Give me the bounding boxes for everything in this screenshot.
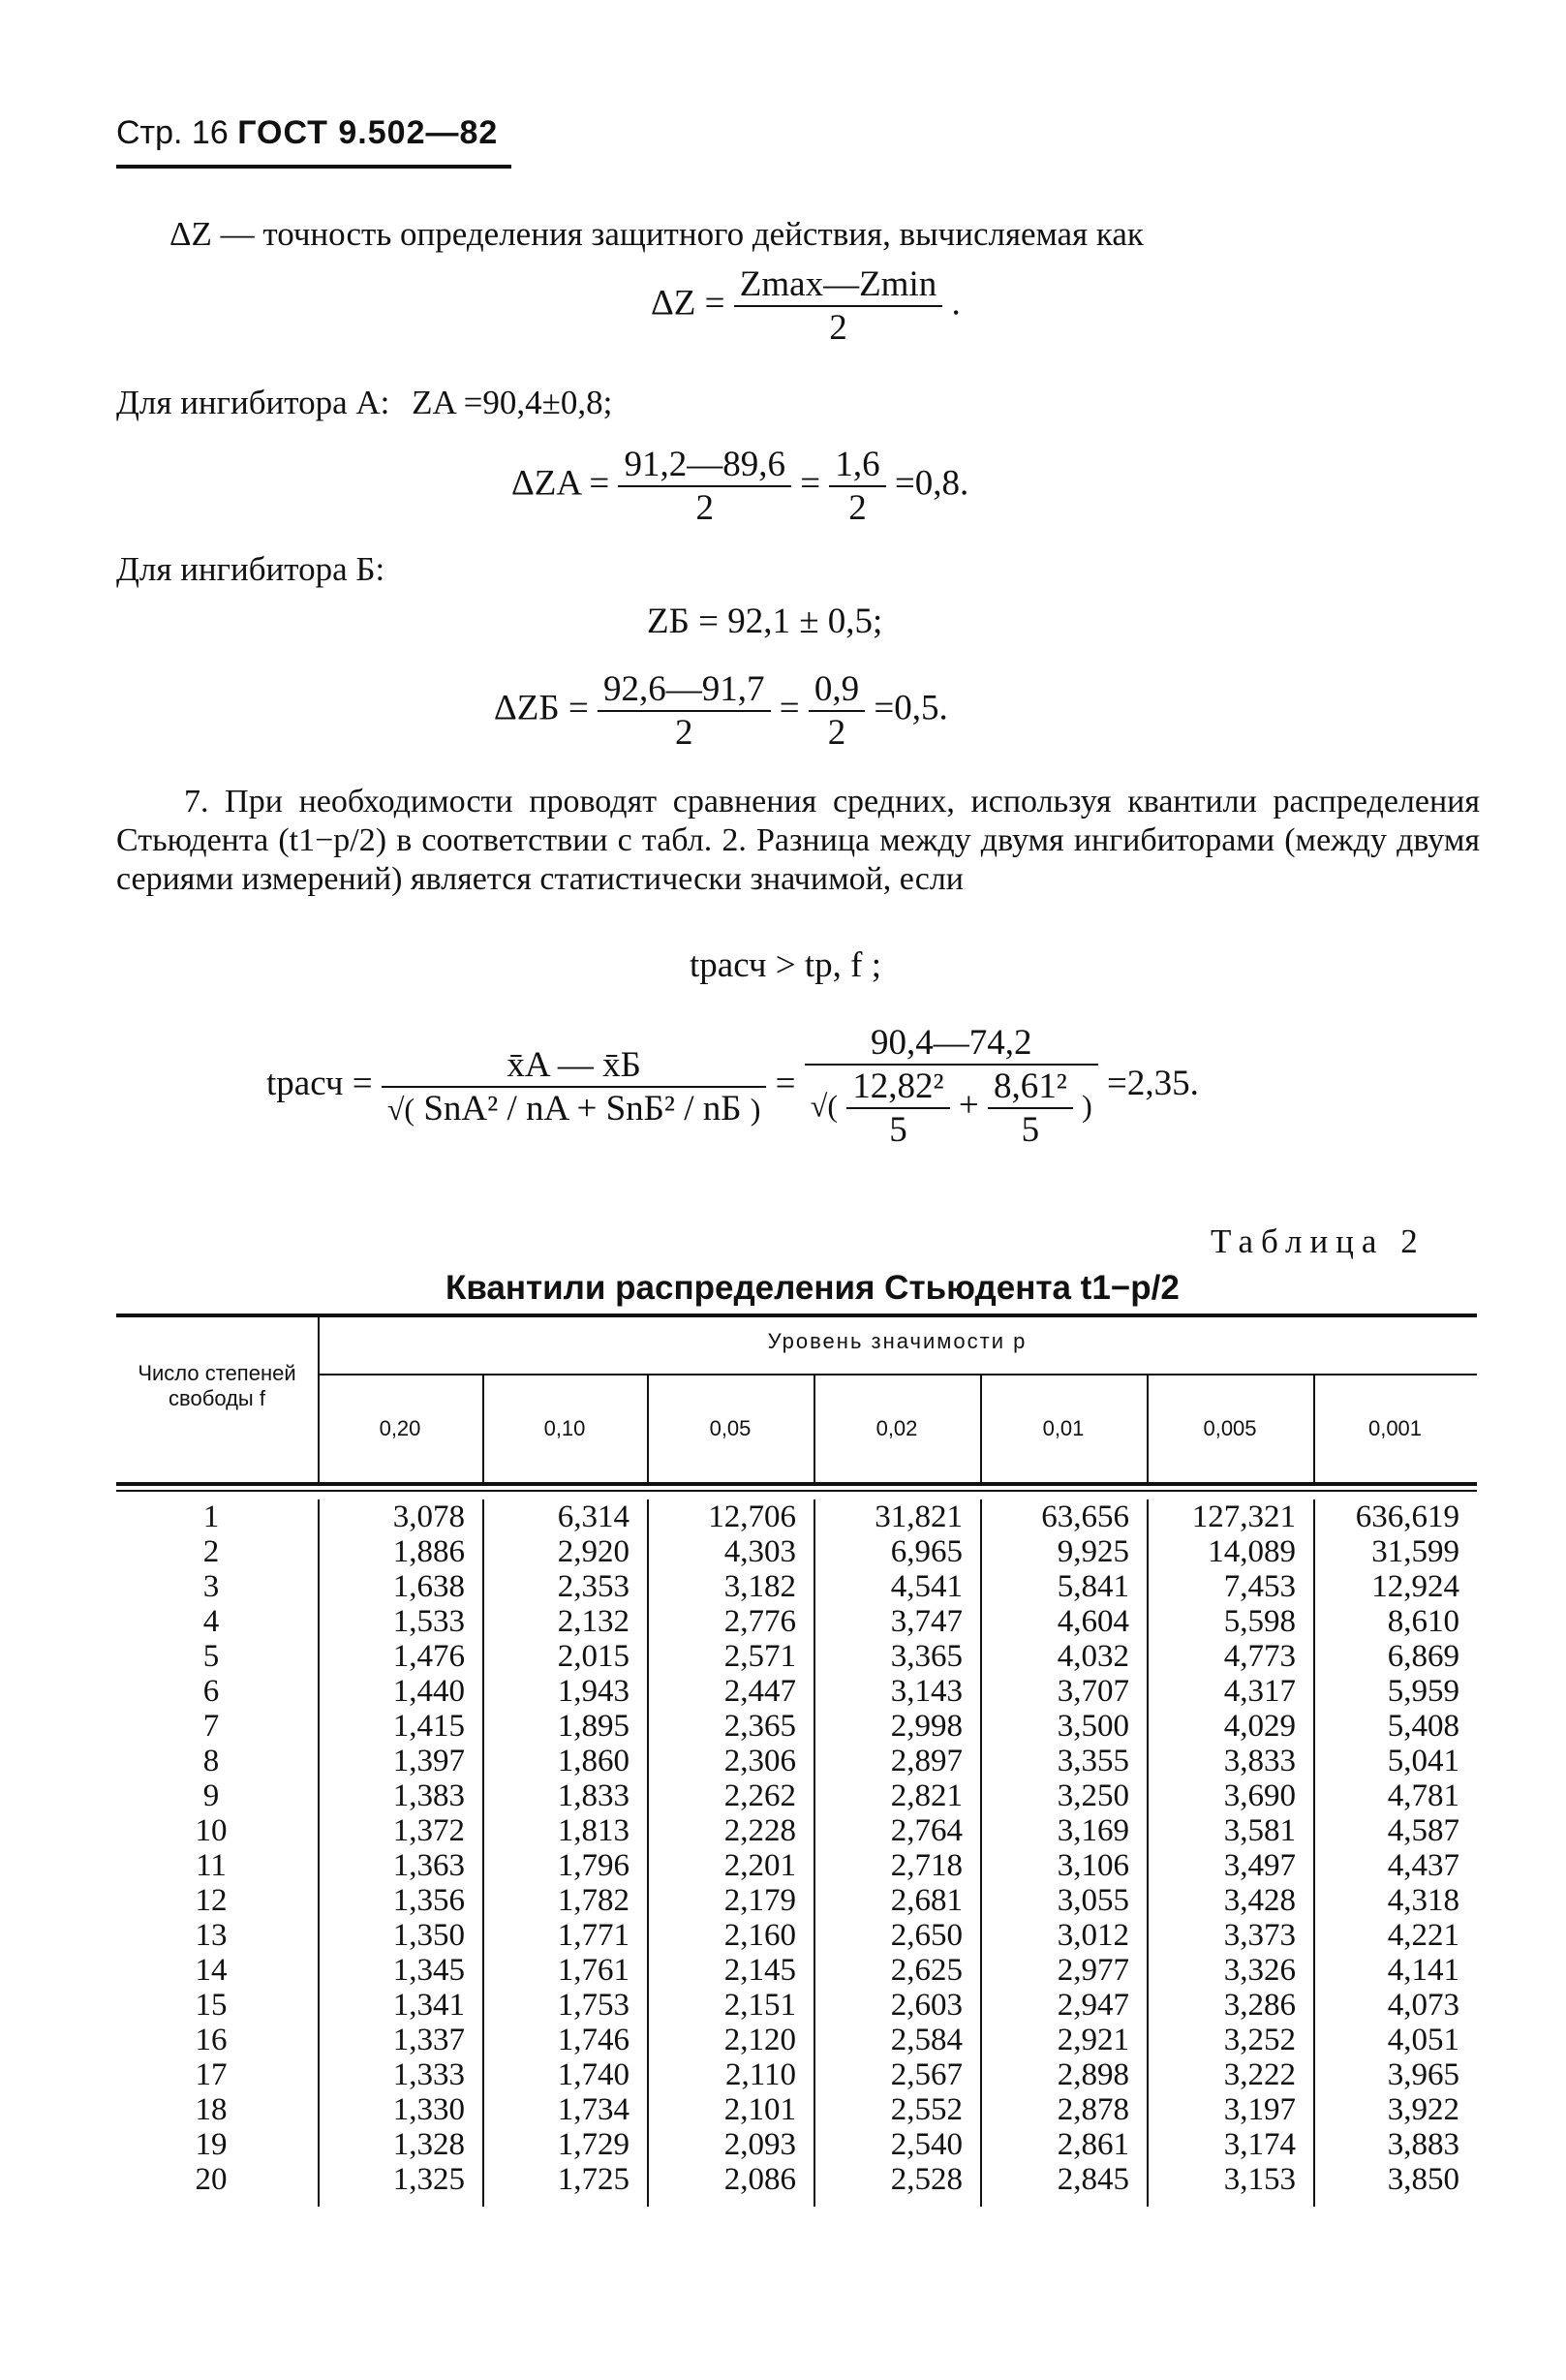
column-header-level: 0,005	[1203, 1416, 1257, 1440]
table-row-f: 12	[195, 1883, 228, 1918]
table-cell: 2,528	[890, 2162, 963, 2197]
table-cell: 1,415	[392, 1709, 465, 1744]
table-cell: 3,355	[1057, 1744, 1129, 1778]
table-cell: 3,078	[392, 1499, 465, 1534]
inhibitor-b-den-2: 2	[809, 710, 865, 754]
column-header-level: 0,02	[875, 1416, 918, 1440]
table-cell: 3,106	[1057, 1848, 1129, 1883]
t-formula-plus-2: +	[958, 1085, 979, 1126]
table-cell: 127,321	[1191, 1499, 1296, 1534]
t-condition: tрасч > tp, f ;	[690, 945, 881, 985]
table-cell: 2,540	[890, 2127, 963, 2162]
table-cell: 4,541	[890, 1569, 963, 1604]
table-cell: 4,781	[1387, 1778, 1459, 1813]
table-cell: 3,055	[1057, 1883, 1129, 1918]
inhibitor-a-num-2: 1,6	[835, 445, 880, 484]
table-cell: 3,182	[723, 1569, 796, 1604]
table-cell: 2,920	[557, 1534, 629, 1569]
t-formula-den2-b-den: 5	[988, 1107, 1073, 1151]
column-group-header: Уровень значимости p	[767, 1329, 1028, 1353]
t-formula-den2-a-den: 5	[846, 1107, 949, 1151]
table-cell: 6,869	[1387, 1639, 1459, 1674]
table-cell: 2,947	[1057, 1988, 1129, 2023]
table-cell: 636,619	[1355, 1499, 1459, 1534]
inhibitor-a-label: Для ингибитора А:	[116, 384, 390, 421]
table-row-f: 3	[202, 1569, 220, 1604]
inhibitor-a-num-1: 91,2—89,6	[624, 445, 785, 484]
table-cell: 2,681	[890, 1883, 963, 1918]
t-formula-den2-b-num: 8,61²	[993, 1066, 1067, 1106]
table-cell: 2,101	[723, 2092, 796, 2127]
table-cell: 1,746	[557, 2023, 629, 2057]
table-cell: 3,833	[1223, 1744, 1296, 1778]
table-cell: 2,776	[723, 1604, 796, 1639]
table-cell: 2,015	[557, 1639, 629, 1674]
table-cell: 2,650	[890, 1918, 963, 1953]
table-row-f: 17	[195, 2057, 228, 2092]
table-cell: 1,330	[392, 2092, 465, 2127]
table-cell: 31,821	[875, 1499, 963, 1534]
t-formula-fraction-2	[805, 1022, 1098, 1151]
table-row-f: 13	[195, 1918, 228, 1953]
inhibitor-b-fraction-1	[598, 668, 771, 754]
table-cell: 2,353	[557, 1569, 629, 1604]
page-header	[116, 114, 498, 152]
table-row-f: 20	[195, 2162, 228, 2197]
table-cell: 3,965	[1387, 2057, 1459, 2092]
table-row-f: 2	[202, 1534, 220, 1569]
inhibitor-a-fraction-1	[618, 444, 791, 529]
table-header-bottom-rule-2	[116, 1490, 1477, 1492]
table-cell: 4,317	[1223, 1674, 1296, 1709]
column-header-level: 0,01	[1042, 1416, 1085, 1440]
table-cell: 4,032	[1057, 1639, 1129, 1674]
table-cell: 3,169	[1057, 1813, 1129, 1848]
t-formula-lhs: tрасч =	[266, 1063, 373, 1103]
inhibitor-b-label: Для ингибитора Б:	[116, 550, 385, 588]
table-cell: 3,497	[1223, 1848, 1296, 1883]
table-cell: 3,922	[1387, 2092, 1459, 2127]
page-number: Стр. 16	[116, 114, 229, 151]
table-cell: 2,878	[1057, 2092, 1129, 2127]
table-top-rule	[116, 1314, 1477, 1317]
table-cell: 3,326	[1223, 1953, 1296, 1988]
table-cell: 1,796	[557, 1848, 629, 1883]
table-cell: 1,350	[392, 1918, 465, 1953]
table-cell: 6,314	[557, 1499, 629, 1534]
table-cell: 8,610	[1387, 1604, 1459, 1639]
table-cell: 1,345	[392, 1953, 465, 1988]
t-formula-den-b: SnБ² / nБ	[605, 1088, 742, 1128]
inhibitor-a-eq: =	[800, 463, 821, 504]
table-cell: 2,718	[890, 1848, 963, 1883]
table-cell: 1,771	[557, 1918, 629, 1953]
table-cell: 5,959	[1387, 1674, 1459, 1709]
table-cell: 3,690	[1223, 1778, 1296, 1813]
column-header-level: 0,05	[709, 1416, 752, 1440]
table-header-mid-rule	[318, 1374, 1477, 1375]
table-cell: 2,262	[723, 1778, 796, 1813]
table-cell: 1,813	[557, 1813, 629, 1848]
inhibitor-a-fraction-2	[829, 444, 885, 529]
table-cell: 3,365	[890, 1639, 963, 1674]
table-cell: 2,821	[890, 1778, 963, 1813]
table-cell: 6,965	[890, 1534, 963, 1569]
table-cell: 2,571	[723, 1639, 796, 1674]
table-cell: 2,120	[723, 2023, 796, 2057]
delta-z-denominator: 2	[734, 305, 942, 349]
t-formula-den2-a-num: 12,82²	[852, 1066, 944, 1106]
table-cell: 3,197	[1223, 2092, 1296, 2127]
table-cell: 3,153	[1223, 2162, 1296, 2197]
table-cell: 1,356	[392, 1883, 465, 1918]
table-cell: 2,179	[723, 1883, 796, 1918]
table-cell: 1,333	[392, 2057, 465, 2092]
table-cell: 2,552	[890, 2092, 963, 2127]
table-cell: 3,286	[1223, 1988, 1296, 2023]
table-cell: 3,428	[1223, 1883, 1296, 1918]
table-cell: 3,500	[1057, 1709, 1129, 1744]
table-cell: 2,625	[890, 1953, 963, 1988]
table-cell: 2,567	[890, 2057, 963, 2092]
table-row-f: 15	[195, 1988, 228, 2023]
table-cell: 12,924	[1371, 1569, 1459, 1604]
table-cell: 1,725	[557, 2162, 629, 2197]
t-formula-plus: +	[576, 1088, 598, 1128]
table-cell: 5,598	[1223, 1604, 1296, 1639]
table-cell: 3,850	[1387, 2162, 1459, 2197]
inhibitor-a-line	[116, 384, 612, 422]
table-cell: 1,895	[557, 1709, 629, 1744]
table-row-f: 5	[202, 1639, 220, 1674]
t-formula-numerator-2: 90,4—74,2	[871, 1023, 1032, 1063]
table-cell: 2,145	[723, 1953, 796, 1988]
table-cell: 2,110	[724, 2057, 796, 2092]
table-cell: 3,174	[1223, 2127, 1296, 2162]
table-cell: 1,729	[557, 2127, 629, 2162]
delta-z-fraction	[734, 263, 942, 349]
t-formula-numerator: x̄A — x̄Б	[507, 1044, 641, 1085]
delta-z-end: .	[951, 283, 961, 324]
table-cell: 3,747	[890, 1604, 963, 1639]
column-header-level: 0,10	[543, 1416, 586, 1440]
table-cell: 2,603	[890, 1988, 963, 2023]
table-cell: 2,132	[557, 1604, 629, 1639]
t-formula-den2-b	[988, 1066, 1073, 1151]
table-cell: 2,228	[723, 1813, 796, 1848]
inhibitor-b-eq: =	[779, 688, 800, 728]
inhibitor-a-delta-lhs: ΔZA =	[511, 463, 610, 504]
inhibitor-a-den-1: 2	[618, 485, 791, 529]
inhibitor-b-result: =0,5.	[874, 688, 948, 728]
table-cell: 4,303	[723, 1534, 796, 1569]
table-cell: 2,365	[723, 1709, 796, 1744]
table-cell: 2,977	[1057, 1953, 1129, 1988]
inhibitor-b-den-1: 2	[598, 710, 771, 754]
delta-z-lhs: ΔZ =	[651, 283, 725, 324]
table-row-f: 9	[202, 1778, 220, 1813]
column-header-level: 0,001	[1367, 1416, 1423, 1440]
inhibitor-b-value: ZБ = 92,1 ± 0,5;	[647, 602, 883, 641]
table-cell: 3,012	[1057, 1918, 1129, 1953]
table-cell: 1,886	[392, 1534, 465, 1569]
table-cell: 1,397	[392, 1744, 465, 1778]
table-row-f: 7	[202, 1709, 220, 1744]
t-formula	[266, 1022, 1199, 1151]
t-formula-denominator: √( SnA² / nA + SnБ² / nБ )	[382, 1086, 767, 1129]
table-cell: 7,453	[1223, 1569, 1296, 1604]
table-cell: 2,998	[890, 1709, 963, 1744]
paragraph-7: 7. При необходимости проводят сравнения средних, используя квантили распределения Стьюдента (t1−p/2) в соответствии с табл. 2. Разница между двумя ингибиторами (между двумя сериями измерений) является статистически значимой, если	[116, 784, 1480, 897]
table-cell: 1,761	[557, 1953, 629, 1988]
table-cell: 14,089	[1208, 1534, 1296, 1569]
table-cell: 2,898	[1057, 2057, 1129, 2092]
table-cell: 9,925	[1057, 1534, 1129, 1569]
table-cell: 1,383	[392, 1778, 465, 1813]
table-cell: 2,764	[890, 1813, 963, 1848]
table-cell: 3,883	[1387, 2127, 1459, 2162]
table-cell: 1,533	[392, 1604, 465, 1639]
t-formula-den2-a	[846, 1066, 949, 1151]
table-cell: 3,250	[1057, 1778, 1129, 1813]
table-cell: 2,306	[723, 1744, 796, 1778]
table-cell: 4,029	[1223, 1709, 1296, 1744]
t-formula-eq: =	[775, 1063, 796, 1103]
table-cell: 4,604	[1057, 1604, 1129, 1639]
table-cell: 63,656	[1041, 1499, 1129, 1534]
table-cell: 1,440	[392, 1674, 465, 1709]
table-cell: 1,833	[557, 1778, 629, 1813]
inhibitor-b-fraction-2	[809, 668, 865, 754]
inhibitor-b-delta-lhs: ΔZБ =	[494, 688, 589, 728]
table-cell: 1,337	[392, 2023, 465, 2057]
table-cell: 3,143	[890, 1674, 963, 1709]
table-cell: 2,845	[1057, 2162, 1129, 2197]
table-cell: 5,841	[1057, 1569, 1129, 1604]
table-cell: 2,897	[890, 1744, 963, 1778]
table-cell: 4,318	[1387, 1883, 1459, 1918]
table-cell: 3,707	[1057, 1674, 1129, 1709]
table-cell: 4,587	[1387, 1813, 1459, 1848]
table-title: Квантили распределения Стьюдента t1−p/2	[445, 1269, 1180, 1307]
table-cell: 1,943	[557, 1674, 629, 1709]
table-row-f: 11	[196, 1848, 227, 1883]
t-formula-result: =2,35.	[1106, 1063, 1199, 1103]
standard-code: ГОСТ 9.502—82	[237, 114, 499, 151]
table-row-f: 19	[195, 2127, 228, 2162]
column-header-level: 0,20	[379, 1416, 421, 1440]
table-row-f: 16	[195, 2023, 228, 2057]
inhibitor-b-num-1: 92,6—91,7	[603, 669, 765, 709]
inhibitor-a-den-2: 2	[829, 485, 885, 529]
table-cell: 2,447	[723, 1674, 796, 1709]
inhibitor-b-num-2: 0,9	[814, 669, 860, 709]
table-cell: 1,638	[392, 1569, 465, 1604]
delta-z-numerator: Zmax—Zmin	[739, 264, 937, 304]
table-cell: 2,921	[1057, 2023, 1129, 2057]
t-formula-denominator-2: √( $\frac{\text{12,82²}}{5}$ + $\frac{\text{8,61²}}{5}$ )	[805, 1064, 1098, 1151]
column-header-f: Число степеней свободы f	[138, 1361, 296, 1410]
table-cell: 1,860	[557, 1744, 629, 1778]
table-cell: 12,706	[708, 1499, 796, 1534]
table-row-f: 4	[202, 1604, 220, 1639]
table-cell: 2,201	[723, 1848, 796, 1883]
table-cell: 4,073	[1387, 1988, 1459, 2023]
table-row-f: 8	[202, 1744, 220, 1778]
table-cell: 1,782	[557, 1883, 629, 1918]
table-row-f: 1	[202, 1499, 220, 1534]
table-cell: 2,086	[723, 2162, 796, 2197]
definition-text: ΔZ — точность определения защитного действия, вычисляемая как	[169, 215, 1144, 253]
table-cell: 4,141	[1387, 1953, 1459, 1988]
table-row-f: 6	[202, 1674, 220, 1709]
t-formula-fraction-1	[382, 1044, 767, 1129]
table-cell: 2,584	[890, 2023, 963, 2057]
table-cell: 1,740	[557, 2057, 629, 2092]
table-cell: 5,041	[1387, 1744, 1459, 1778]
table-cell: 4,051	[1387, 2023, 1459, 2057]
table-cell: 1,476	[392, 1639, 465, 1674]
table-cell: 1,325	[392, 2162, 465, 2197]
table-row-f: 14	[195, 1953, 228, 1988]
table-cell: 3,373	[1223, 1918, 1296, 1953]
table-label: Таблица 2	[1211, 1222, 1426, 1260]
table-cell: 3,252	[1223, 2023, 1296, 2057]
table-cell: 2,861	[1057, 2127, 1129, 2162]
table-cell: 3,222	[1223, 2057, 1296, 2092]
inhibitor-a-delta-formula	[511, 444, 968, 529]
table-cell: 2,093	[723, 2127, 796, 2162]
table-cell: 1,372	[392, 1813, 465, 1848]
header-rule	[116, 165, 511, 169]
table-cell: 4,221	[1387, 1918, 1459, 1953]
table-cell: 1,328	[392, 2127, 465, 2162]
table-cell: 31,599	[1371, 1534, 1459, 1569]
inhibitor-a-value: ZA =90,4±0,8;	[412, 384, 613, 421]
table-cell: 3,581	[1223, 1813, 1296, 1848]
inhibitor-b-delta-formula	[494, 668, 948, 754]
table-cell: 1,363	[392, 1848, 465, 1883]
table-cell: 4,773	[1223, 1639, 1296, 1674]
table-cell: 2,151	[723, 1988, 796, 2023]
table-cell: 1,753	[557, 1988, 629, 2023]
table-header-bottom-rule	[116, 1482, 1477, 1486]
t-formula-den-a: SnA² / nA	[423, 1088, 568, 1128]
table-cell: 1,734	[557, 2092, 629, 2127]
table-row-f: 18	[195, 2092, 228, 2127]
table-row-f: 10	[195, 1813, 228, 1848]
table-cell: 2,160	[723, 1918, 796, 1953]
delta-z-formula	[651, 263, 961, 349]
inhibitor-a-result: =0,8.	[894, 463, 969, 504]
table-cell: 1,341	[392, 1988, 465, 2023]
table-cell: 5,408	[1387, 1709, 1459, 1744]
table-cell: 4,437	[1387, 1848, 1459, 1883]
